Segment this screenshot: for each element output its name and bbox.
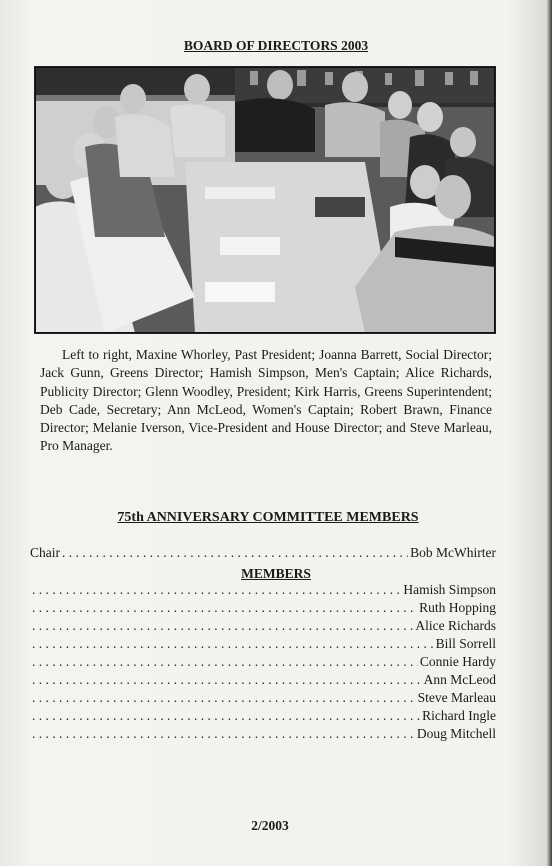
chair-name: Bob McWhirter — [410, 545, 496, 560]
chair-row — [30, 545, 496, 563]
photo-illustration — [35, 67, 495, 333]
member-row — [30, 726, 496, 744]
member-row — [30, 618, 496, 636]
member-name: Ruth Hopping — [419, 600, 496, 615]
leader-dots — [32, 582, 401, 598]
member-name: Doug Mitchell — [416, 726, 496, 741]
member-name: Connie Hardy — [419, 654, 496, 669]
member-row — [30, 582, 496, 600]
leader-dots — [32, 690, 416, 706]
leader-dots — [32, 708, 420, 724]
member-name: Hamish Simpson — [403, 582, 496, 597]
members-heading: MEMBERS — [241, 566, 311, 581]
member-row — [30, 654, 496, 672]
member-row — [30, 690, 496, 708]
member-row — [30, 600, 496, 618]
member-row — [30, 708, 496, 726]
member-row — [30, 636, 496, 654]
member-name: Alice Richards — [415, 618, 496, 633]
member-name: Ann McLeod — [423, 672, 496, 687]
member-name: Richard Ingle — [422, 708, 496, 723]
leader-dots — [32, 726, 415, 742]
leader-dots — [32, 618, 413, 634]
leader-dots — [32, 600, 417, 616]
member-row — [30, 672, 496, 690]
leader-dots — [62, 545, 408, 561]
committee-heading: 75th ANNIVERSARY COMMITTEE MEMBERS — [117, 510, 419, 525]
leader-dots — [32, 672, 422, 688]
leader-dots — [32, 636, 434, 652]
chair-label: Chair — [30, 545, 60, 560]
photo-caption: Left to right, Maxine Whorley, Past President; Joanna Barrett, Social Director; Jack Gunn, Greens Director; Hamish Simpson, Men's Captain; Alice Richards, Publicity Director; Glenn Woodley, President; Kirk Harris, Greens Superintendent; Deb Cade, Secretary; Ann McLeod, Women's Captain; Robert Brawn, Finance Director; Melanie Iverson, Vice-President and House Director; and Steve Marleau, Pro Manager. — [40, 347, 492, 454]
page-footer-date: 2/2003 — [251, 818, 289, 833]
board-heading: BOARD OF DIRECTORS 2003 — [183, 38, 369, 53]
member-name: Bill Sorrell — [435, 636, 496, 651]
leader-dots — [32, 654, 418, 670]
board-group-photo — [34, 66, 496, 334]
member-name: Steve Marleau — [417, 690, 496, 705]
